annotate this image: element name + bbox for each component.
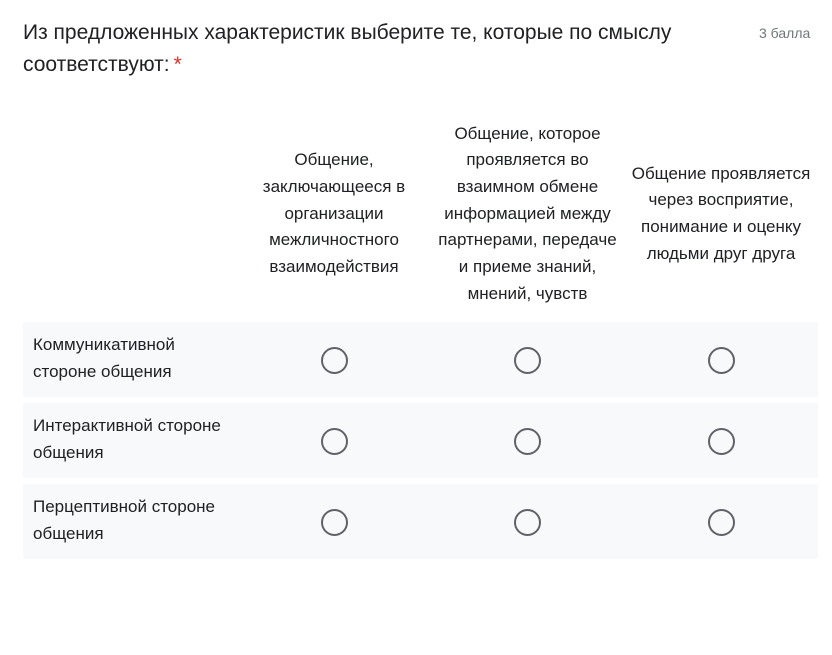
row-label: Интерактивной стороне общения — [33, 416, 221, 462]
question-title — [23, 17, 723, 81]
column-header-2: Общение, которое проявляется во взаимном обмене информацией между партнерами, передаче и приеме знаний, мнений, чувств — [438, 123, 617, 303]
radio-row2-col3[interactable] — [708, 428, 735, 455]
radio-row3-col2[interactable] — [514, 509, 541, 536]
required-asterisk: * — [173, 53, 182, 76]
points-label: 3 балла — [759, 25, 811, 41]
radio-row1-col2[interactable] — [514, 347, 541, 374]
grid-row-perceptive — [23, 484, 818, 559]
grid-column-headers — [23, 106, 818, 322]
radio-row1-col3[interactable] — [708, 347, 735, 374]
question-title-text: Из предложенных характеристик выберите те, которые по смыслу соответствуют: — [23, 21, 672, 76]
radio-row2-col1[interactable] — [321, 428, 348, 455]
radio-row1-col1[interactable] — [321, 347, 348, 374]
question-header — [23, 17, 743, 81]
radio-row3-col1[interactable] — [321, 509, 348, 536]
row-label: Перцептивной стороне общения — [33, 497, 216, 543]
column-header-1: Общение, заключающееся в организации межличностного взаимодействия — [262, 150, 406, 277]
radio-row2-col2[interactable] — [514, 428, 541, 455]
column-header-3: Общение проявляется через восприятие, понимание и оценку людьми друг друга — [631, 163, 811, 263]
choice-grid — [23, 106, 818, 565]
row-label: Коммуникативной стороне общения — [33, 335, 175, 381]
grid-row-communicative — [23, 322, 818, 397]
radio-row3-col3[interactable] — [708, 509, 735, 536]
grid-row-interactive — [23, 403, 818, 478]
